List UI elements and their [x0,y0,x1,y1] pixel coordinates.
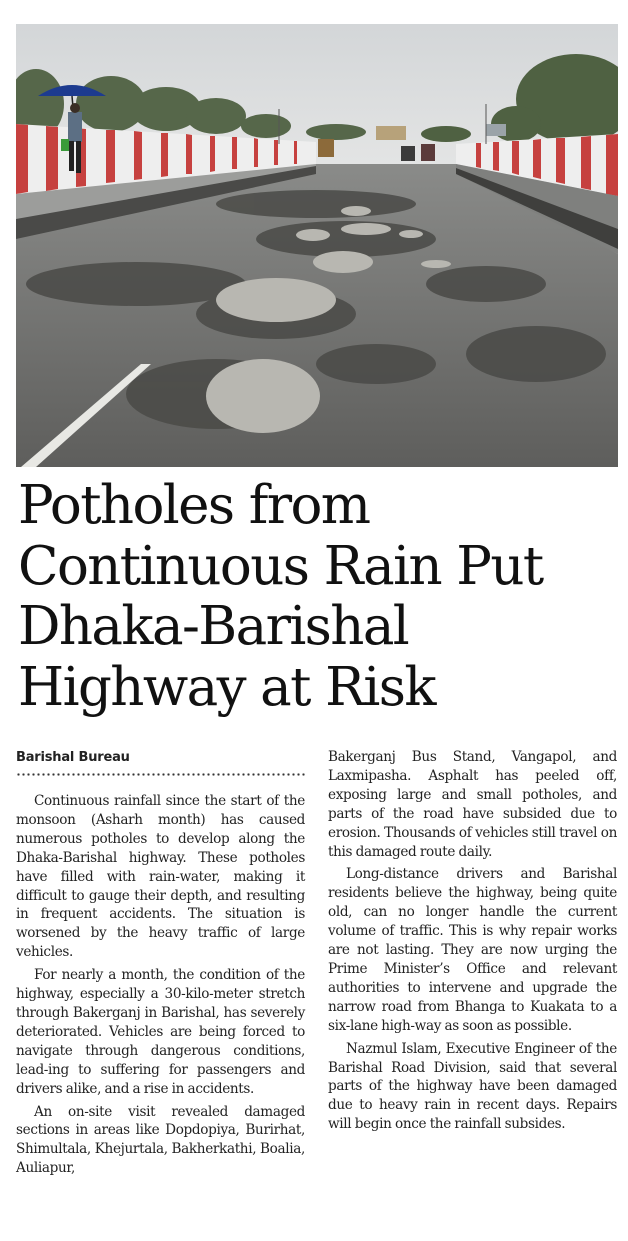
paragraph: Continuous rainfall since the start of the monsoon (Asharh month) has caused numerous potholes to develop along the Dhaka-Barishal highway. These potholes have filled with rain-water, making it difficult to gauge their depth, and resulting in frequent accidents. The situation is worsened by the heavy traffic of large vehicles. [16,793,305,961]
headline-line: Potholes from [18,475,370,536]
paragraph: Long-distance drivers and Barishal residents believe the highway, being quite old, can no longer handle the current volume of traffic. This is why repair works are not lasting. They are now urging the Prime Minister’s Office and relevant authorities to intervene and upgrade the narrow road from Bhanga to Kuakata to a six-lane high-way as soon as possible. [328,866,617,1034]
paragraph: Nazmul Islam, Executive Engineer of the Barishal Road Division, said that several parts of the highway have been damaged due to heavy rain in recent days. Repairs will begin once the rainfall subsides. [328,1040,617,1133]
paragraph: For nearly a month, the condition of the highway, especially a 30-kilo-meter stretch through Bakerganj in Barishal, has severely deteriorated. Vehicles are being forced to navigate through dangerous conditions, lead-ing to suffering for passengers and drivers alike, and a rise in accidents. [16,967,305,1097]
byline: Barishal Bureau [16,750,130,765]
headline-line: Dhaka-Barishal [18,596,409,657]
headline-line: Continuous Rain Put [18,535,543,597]
article-photo [16,24,618,467]
paragraph: Bakerganj Bus Stand, Vangapol, and Laxmipasha. Asphalt has peeled off, exposing large and small potholes, and parts of the road have subsided due to erosion. Thousands of vehicles still travel on this damaged route daily. [328,749,617,860]
article-column-1 [16,792,305,1182]
paragraph: An on-site visit revealed damaged sections in areas like Dopdopiya, Burirhat, Shimultala, Khejurtala, Bakherkathi, Boalia, Auliapur, [16,1103,305,1177]
road-potholes-photo [16,24,618,467]
headline-line: Highway at Risk [18,656,435,718]
byline-dotted-rule [16,773,305,776]
article-column-2 [328,748,617,1138]
headline [18,476,618,718]
